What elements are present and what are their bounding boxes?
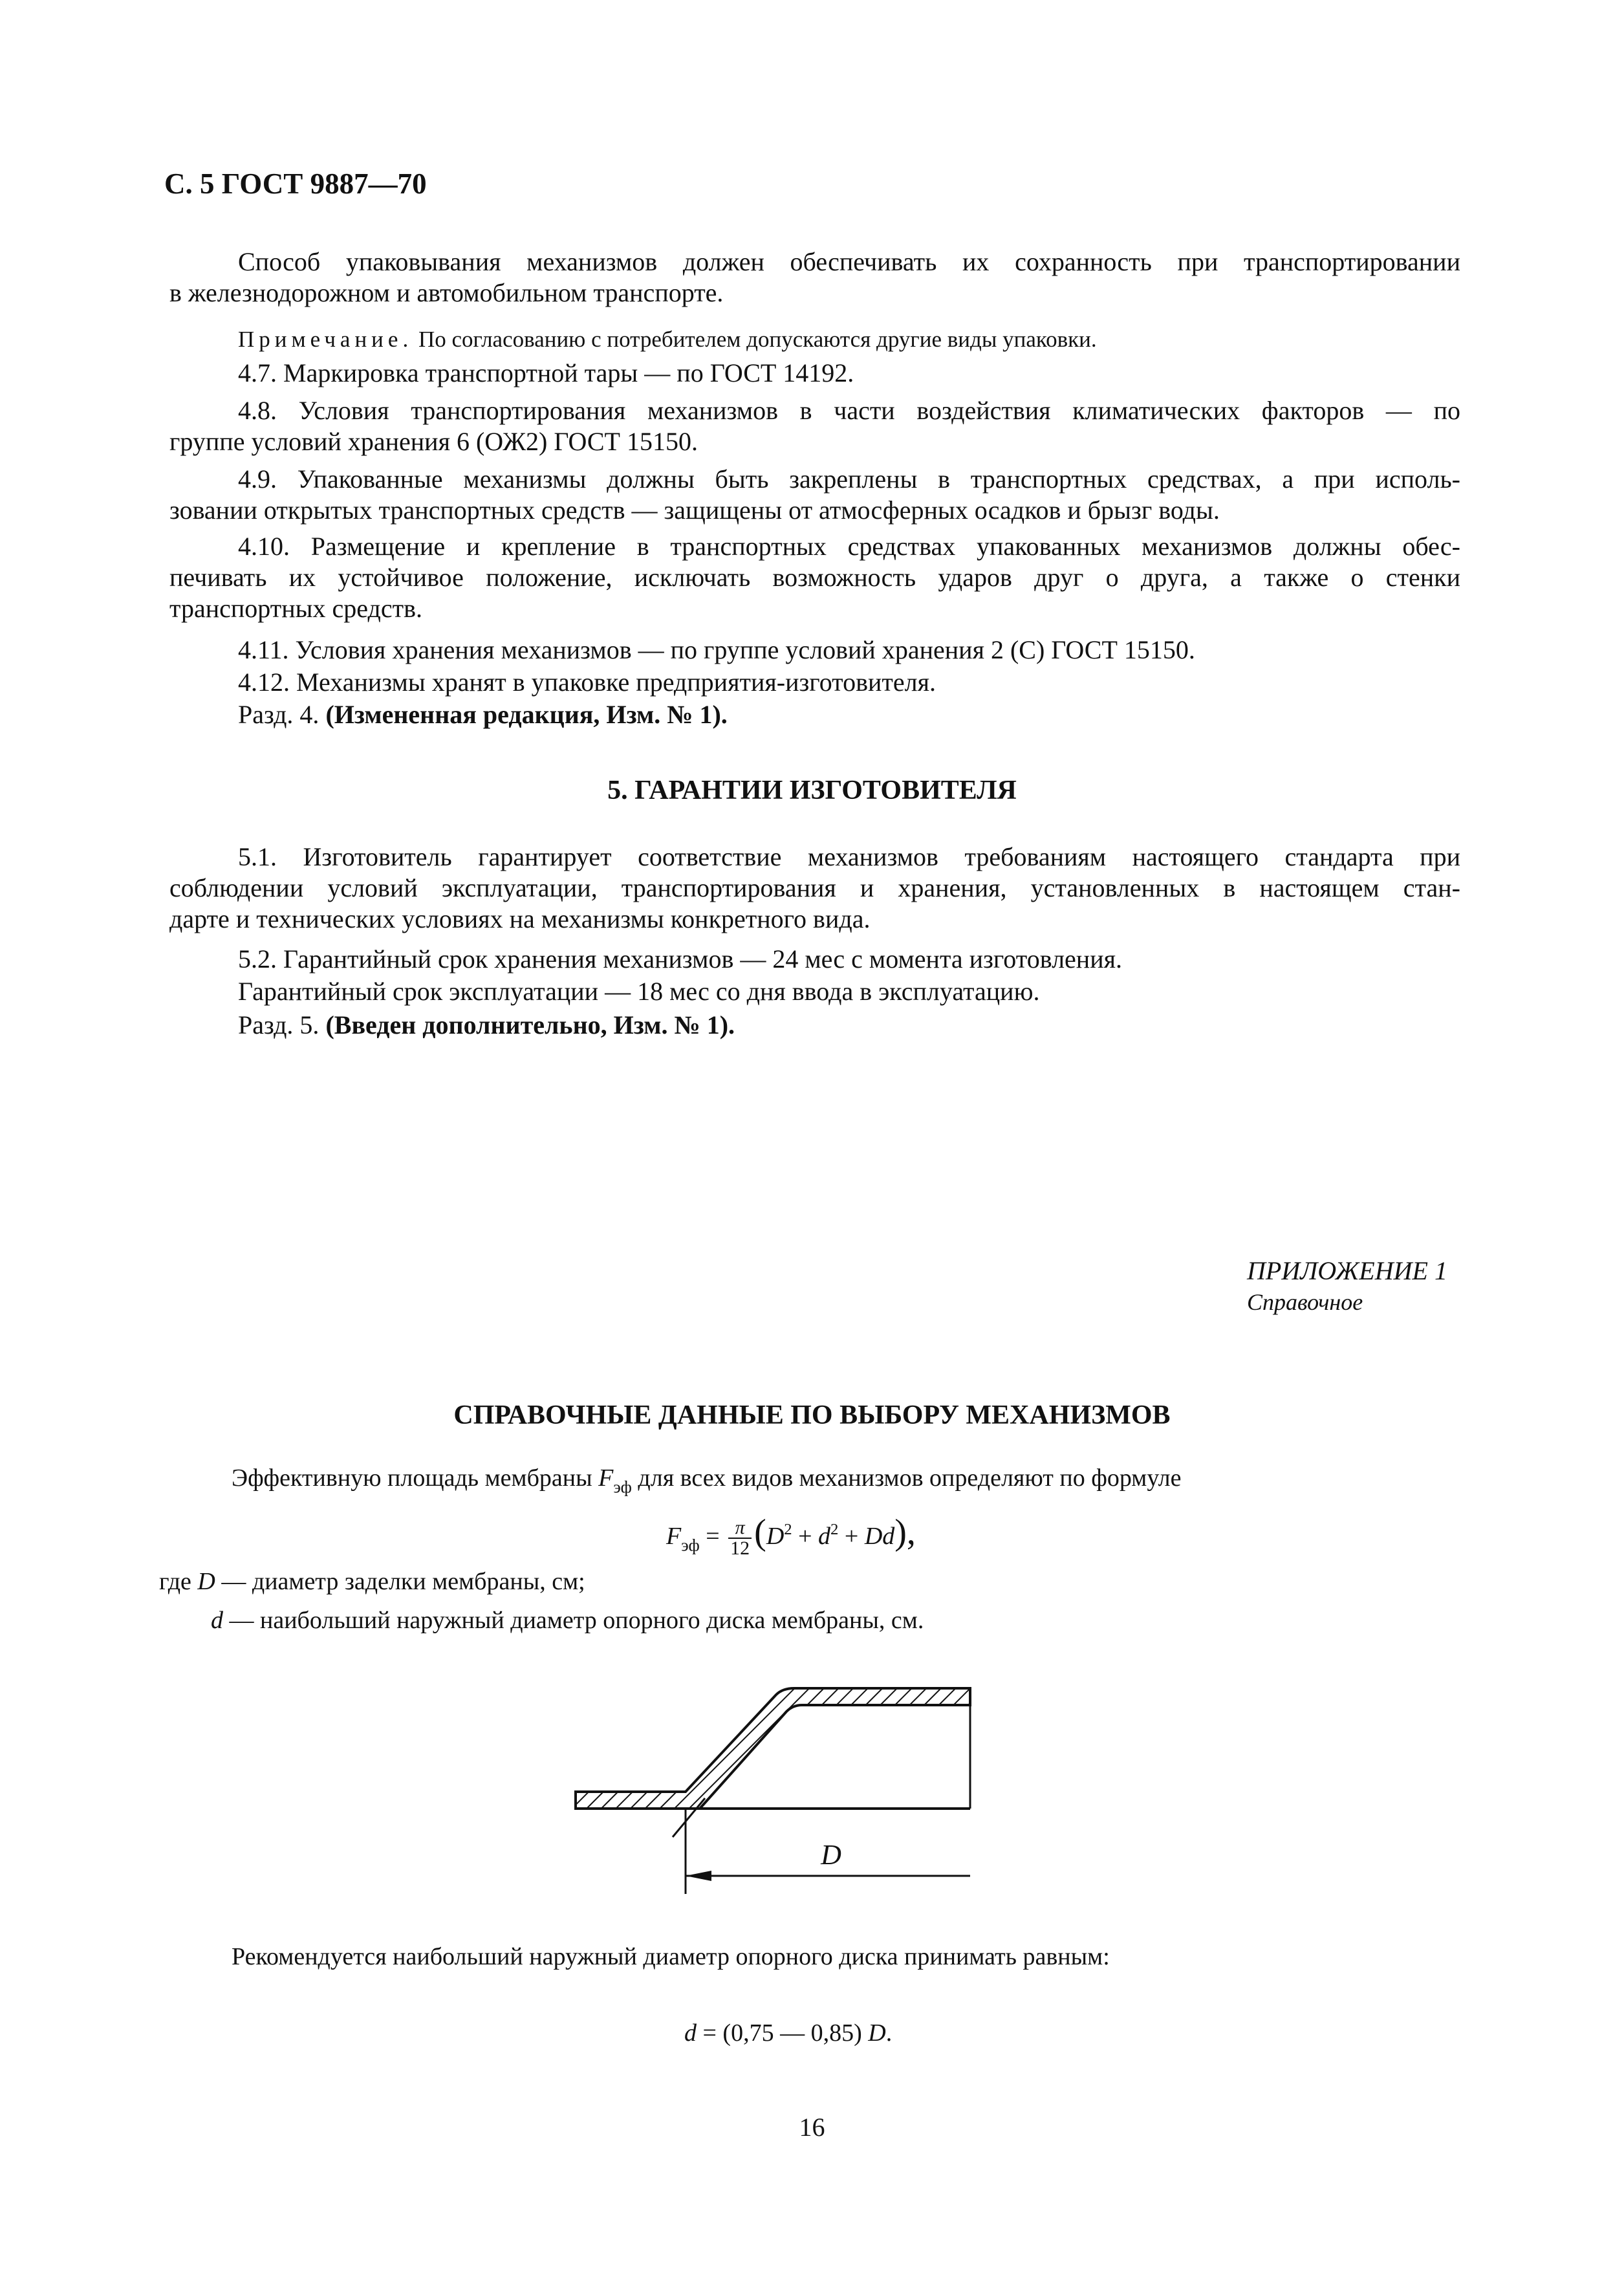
- intro-text: для всех видов механизмов определяют по формуле: [631, 1464, 1182, 1492]
- plus-sign: +: [838, 1522, 865, 1550]
- where-D-definition: — диаметр заделки мембраны, см;: [215, 1568, 585, 1595]
- razd-prefix: Разд. 5.: [238, 1010, 326, 1039]
- symbol-F: F: [666, 1522, 682, 1550]
- appendix-label: ПРИЛОЖЕНИЕ 1: [1247, 1256, 1447, 1285]
- item-4-12: 4.12. Механизмы хранят в упаковке предприятия-изготовителя.: [238, 668, 937, 697]
- item-5-2-line: 5.2. Гарантийный срок хранения механизмов — 24 мес с момента изготовления.: [238, 944, 1122, 973]
- pi-over-12-fraction: [728, 1518, 752, 1558]
- item-5-2-line: Гарантийный срок эксплуатации — 18 мес со дня ввода в эксплуатацию.: [238, 977, 1040, 1006]
- dimension-label: D: [821, 1839, 841, 1871]
- formula-area: [666, 1501, 916, 1574]
- symbol-d: d: [211, 1607, 223, 1634]
- item-4-8-line: группе условий хранения 6 (ОЖ2) ГОСТ 15150.: [169, 427, 698, 456]
- paragraph-line: Способ упаковывания механизмов должен обеспечивать их сохранность при транспортировании: [238, 247, 1460, 276]
- item-4-8-line: 4.8. Условия транспортирования механизмов в части воздействия климатических факторов — по: [238, 396, 1460, 425]
- fraction-denominator: 12: [730, 1538, 750, 1560]
- appendix-kind: Справочное: [1247, 1289, 1363, 1315]
- where-D: [159, 1565, 585, 1598]
- result-period: .: [885, 2019, 893, 2047]
- symbol-D: D: [766, 1522, 785, 1550]
- membrane-section: [576, 1688, 970, 1809]
- item-4-9-line: зовании открытых транспортных средств — защищены от атмосферных осадков и брызг воды.: [169, 495, 1220, 525]
- exponent: 2: [784, 1521, 792, 1538]
- appendix-title: СПРАВОЧНЫЕ ДАННЫЕ ПО ВЫБОРУ МЕХАНИЗМОВ: [453, 1400, 1171, 1430]
- symbol-D: D: [197, 1568, 215, 1595]
- note-text: По согласованию с потребителем допускаются другие виды упаковки.: [413, 327, 1097, 352]
- note-label: Примечание.: [238, 327, 413, 352]
- razd-5-note: [238, 1009, 735, 1041]
- intro-text: Эффективную площадь мембраны: [232, 1464, 599, 1492]
- item-4-11: 4.11. Условия хранения механизмов — по группе условий хранения 2 (С) ГОСТ 15150.: [238, 635, 1195, 664]
- dimension-arrow: [686, 1871, 711, 1881]
- fraction-numerator: π: [728, 1518, 752, 1539]
- razd-amendment: (Измененная редакция, Изм. № 1).: [325, 700, 728, 729]
- item-4-7: 4.7. Маркировка транспортной тары — по ГОСТ 14192.: [238, 358, 854, 387]
- exponent: 2: [830, 1521, 839, 1538]
- equals-sign: =: [699, 1522, 720, 1550]
- item-5-1-line: 5.1. Изготовитель гарантирует соответствие механизмов требованиям настоящего стандарта при: [238, 842, 1460, 871]
- section-5-title: 5. ГАРАНТИИ ИЗГОТОВИТЕЛЯ: [607, 776, 1017, 805]
- razd-prefix: Разд. 4.: [238, 700, 326, 729]
- where-d-definition: — наибольший наружный диаметр опорного диска мембраны, см.: [223, 1607, 924, 1634]
- symbol-d: d: [818, 1522, 831, 1550]
- item-4-10-line: печивать их устойчивое положение, исключать возможность ударов друг о друга, а также о стенки: [169, 563, 1460, 592]
- symbol-F: F: [598, 1464, 614, 1492]
- item-4-10-line: транспортных средств.: [169, 594, 422, 623]
- symbol-Dd: Dd: [864, 1522, 895, 1550]
- paragraph-line: в железнодорожном и автомобильном транспорте.: [169, 278, 724, 307]
- razd-4-note: [238, 699, 728, 731]
- recommend-text: Рекомендуется наибольший наружный диаметр опорного диска принимать равным:: [232, 1943, 1110, 1970]
- page-header: С. 5 ГОСТ 9887—70: [164, 168, 427, 200]
- item-5-1-line: дарте и технических условиях на механизмы конкретного вида.: [169, 904, 871, 933]
- membrane-diagram: [556, 1662, 1009, 1902]
- symbol-F-subscript: эф: [613, 1477, 632, 1497]
- page-number: 16: [799, 2113, 825, 2142]
- result-formula: [684, 2017, 892, 2049]
- result-range: = (0,75 — 0,85): [697, 2019, 869, 2047]
- formula-intro: [232, 1462, 1181, 1503]
- item-4-10-line: 4.10. Размещение и крепление в транспортных средствах упакованных механизмов должны обес-: [238, 532, 1460, 561]
- symbol-d: d: [684, 2019, 697, 2047]
- item-5-1-line: соблюдении условий эксплуатации, транспортирования и хранения, установленных в настоящем стан-: [169, 873, 1460, 902]
- item-4-9-line: 4.9. Упакованные механизмы должны быть закреплены в транспортных средствах, а при исполь-: [238, 464, 1460, 494]
- note: [238, 323, 1097, 356]
- open-paren: (: [754, 1512, 766, 1552]
- symbol-D: D: [868, 2019, 886, 2047]
- close-paren: ),: [894, 1512, 916, 1552]
- where-d: [211, 1604, 924, 1637]
- where-prefix: где: [159, 1568, 198, 1595]
- razd-amendment: (Введен дополнительно, Изм. № 1).: [325, 1010, 735, 1039]
- plus-sign: +: [792, 1522, 819, 1550]
- symbol-F-subscript: эф: [681, 1535, 700, 1555]
